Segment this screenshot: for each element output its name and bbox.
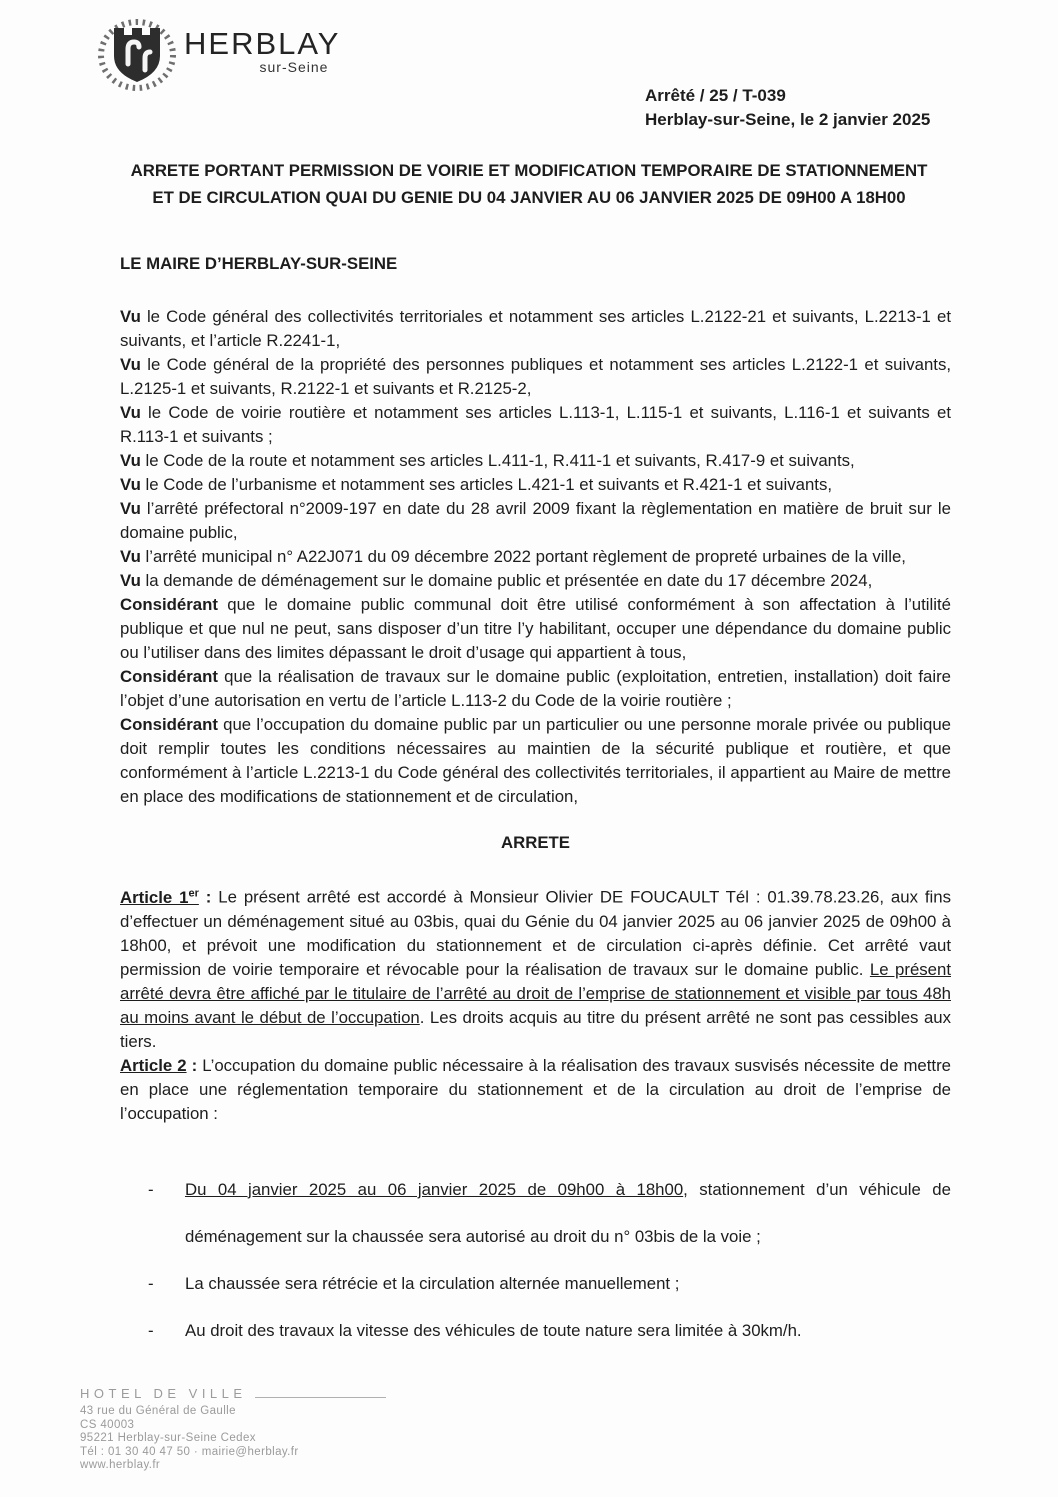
bullet-dash: - [148, 1320, 154, 1340]
decree-reference: Arrêté / 25 / T-039 [645, 86, 786, 105]
recital-paragraph [120, 401, 951, 449]
provisions-list [120, 1166, 951, 1354]
logo-city-subtitle: sur-Seine [259, 59, 329, 75]
footer-address-block [80, 1405, 560, 1473]
recital-text: le Code général de la propriété des personnes publiques et notamment ses articles L.2122-1 et suivants, L.2125-1 et suivants, R.2122-1 et suivants et R.2125-2, [120, 355, 951, 398]
logo-wordmark [184, 12, 340, 94]
recital-text: l’arrêté préfectoral n°2009-197 en date du 28 avril 2009 fixant la règlementation en matière de bruit sur le domaine public, [120, 499, 951, 542]
recital-lead: Vu [120, 403, 141, 422]
recital-lead: Considérant [120, 715, 218, 734]
town-hall-footer [80, 1386, 560, 1473]
footer-address-line: 43 rue du Général de Gaulle [80, 1405, 236, 1417]
recital-text: le Code général des collectivités territoriales et notamment ses articles L.2122-21 et suivants, L.2213-1 et suivants, et l’article R.2241-1, [120, 307, 951, 350]
article-2-label: Article 2 [120, 1055, 187, 1075]
article-1-ordinal: er [188, 887, 199, 899]
recital-paragraph [120, 593, 951, 665]
recital-paragraph [120, 665, 951, 713]
footer-website-line: www.herblay.fr [80, 1459, 161, 1472]
city-crest-icon [96, 12, 178, 94]
recital-paragraph [120, 569, 951, 593]
footer-contact-line: Tél : 01 30 40 47 50 · mairie@herblay.fr [80, 1445, 299, 1458]
recital-lead: Vu [120, 571, 141, 590]
recital-paragraph [120, 353, 951, 401]
recital-lead: Considérant [120, 595, 218, 614]
place-and-date: Herblay-sur-Seine, le 2 janvier 2025 [645, 110, 931, 129]
recital-text: que la réalisation de travaux sur le domaine public (exploitation, entretien, installation) doit faire l’objet d’une autorisation en vertu de l’article L.113-2 du Code de la voirie routière ; [120, 667, 951, 710]
recital-text: le Code de la route et notamment ses articles L.411-1, R.411-1 et suivants, R.417-9 et suivants, [140, 451, 855, 470]
recital-lead: Vu [120, 547, 141, 566]
recital-paragraph [120, 473, 951, 497]
recital-lead: Vu [120, 355, 141, 374]
list-item-text: Au droit des travaux la vitesse des véhicules de toute nature sera limitée à 30km/h. [185, 1320, 802, 1340]
bullet-dash: - [148, 1179, 154, 1199]
logo-city-name: HERBLAY [184, 26, 341, 61]
article-1-label: Article 1er [120, 887, 199, 907]
footer-rule [255, 1397, 386, 1398]
recital-lead: Vu [120, 499, 141, 518]
list-item [120, 1166, 951, 1260]
recital-text: que le domaine public communal doit être utilisé conformément à son affectation à l’utilité publique et que nul ne peut, sans disposer d’un titre l’y habilitant, occuper une dépendance du domaine public ou l’utiliser dans des limites dépassant le droit d’usage qui appartient à tous, [120, 595, 951, 662]
recital-lead: Considérant [120, 667, 218, 686]
document-title-line1: ARRETE PORTANT PERMISSION DE VOIRIE ET MODIFICATION TEMPORAIRE DE STATIONNEMENT [130, 161, 928, 180]
list-item-text: Du 04 janvier 2025 au 06 janvier 2025 de 09h00 à 18h00, stationnement d’un véhicule de déménagement sur la chaussée sera autorisé au droit du n° 03bis de la voie ; [185, 1179, 951, 1246]
list-item [120, 1260, 951, 1307]
recital-lead: Vu [120, 475, 141, 494]
recital-lead: Vu [120, 307, 141, 326]
article-separator: : [186, 1055, 203, 1075]
recital-text: que l’occupation du domaine public par un particulier ou une personne morale privée ou publique doit remplir toutes les conditions nécessaires au maintien de la sécurité publique et routière, et que conformément à l’article L.2213-1 du Code général des collectivités territoriales, il appartient au Maire de mettre en place des modifications de stationnement et de circulation, [120, 715, 951, 806]
arrete-heading: ARRETE [501, 833, 570, 852]
mayor-heading: LE MAIRE D’HERBLAY-SUR-SEINE [120, 254, 398, 273]
recital-lead: Vu [120, 451, 141, 470]
article-2-paragraph [120, 1054, 951, 1126]
footer-title-row [80, 1386, 386, 1401]
underlined-dates: Du 04 janvier 2025 au 06 janvier 2025 de 09h00 à 18h00 [185, 1179, 684, 1199]
document-title [60, 157, 998, 211]
footer-address-line: CS 40003 [80, 1418, 135, 1431]
list-item [120, 1307, 951, 1354]
recital-text: l’arrêté municipal n° A22J071 du 09 décembre 2022 portant règlement de propreté urbaines de la ville, [140, 547, 906, 566]
city-logo [96, 12, 340, 94]
article-1-text-end: . Les droits acquis au titre du présent arrêté ne sont pas cessibles aux tiers. [120, 1007, 951, 1051]
footer-address-line: 95221 Herblay-sur-Seine Cedex [80, 1432, 256, 1445]
recital-text: la demande de déménagement sur le domaine public et présentée en date du 17 décembre 2024, [140, 571, 873, 590]
article-2-text: L’occupation du domaine public nécessaire à la réalisation des travaux susvisés nécessite de mettre en place une réglementation temporaire du stationnement et de la circulation au droit de l’emprise de l’occupation : [120, 1055, 952, 1123]
bullet-dash: - [148, 1273, 154, 1293]
article-1-paragraph [120, 881, 951, 1054]
article-1-text: Le présent arrêté est accordé à Monsieur Olivier DE FOUCAULT Tél : 01.39.78.23.26, aux fins d’effectuer un déménagement situé au 03bis, quai du Génie du 04 janvier 2025 au 06 janvier 2025 de 09h00 à 18h00, et prévoit une modification du stationnement et de circulation ci-après définie. Cet arrêté vaut permission de voirie temporaire et révocable pour la réalisation de travaux sur le domaine public. [120, 887, 951, 979]
reference-block [645, 84, 930, 132]
document-title-line2: ET DE CIRCULATION QUAI DU GENIE DU 04 JANVIER AU 06 JANVIER 2025 DE 09H00 A 18H00 [152, 188, 906, 207]
recital-text: le Code de l’urbanisme et notamment ses articles L.421-1 et suivants et R.421-1 et suivants, [140, 475, 833, 494]
article-1-underlined-clause: Le présent arrêté devra être affiché par le titulaire de l’arrêté au droit de l’emprise de stationnement et visible par tous 48h au moins avant le début de l’occupation [120, 959, 951, 1027]
article-separator: : [198, 887, 219, 907]
list-item-text: La chaussée sera rétrécie et la circulation alternée manuellement ; [185, 1273, 680, 1293]
recital-paragraph [120, 449, 951, 473]
recital-paragraph [120, 713, 951, 809]
recital-paragraph [120, 305, 951, 353]
document-body [120, 252, 951, 1354]
recital-paragraph [120, 545, 951, 569]
recital-paragraph [120, 497, 951, 545]
recital-text: le Code de voirie routière et notamment ses articles L.113-1, L.115-1 et suivants, L.116-1 et suivants et R.113-1 et suivants ; [120, 403, 951, 446]
footer-title: HOTEL DE VILLE [80, 1386, 247, 1401]
